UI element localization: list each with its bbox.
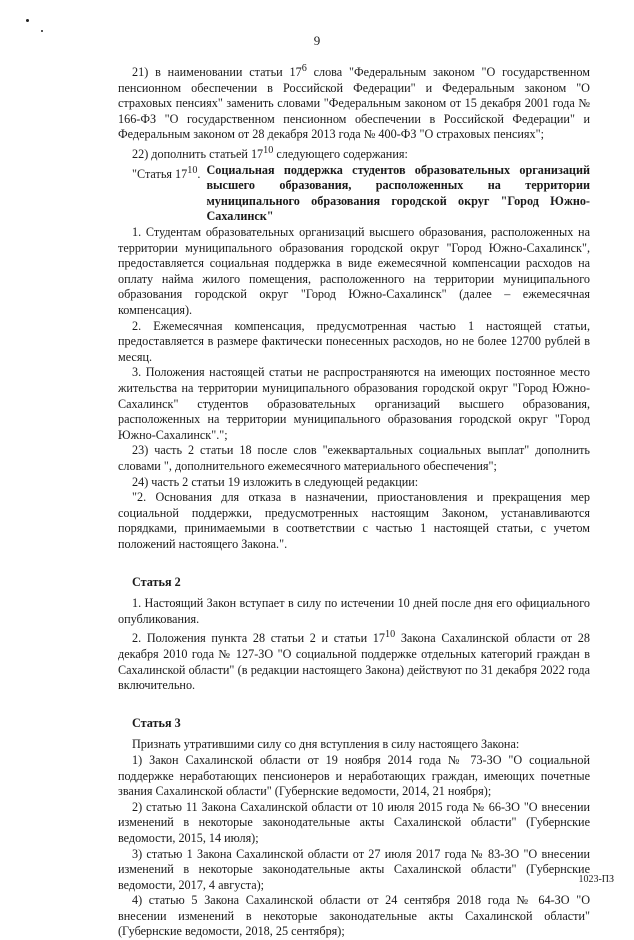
article-3-intro: Признать утратившими силу со дня вступления в силу настоящего Закона:	[132, 737, 520, 752]
article-2-part-2: 2. Положения пункта 28 статьи 2 и статьи $17^{10}$ Закона Сахалинской области от 28 декабря 2010 года № 127-ЗО "О социальной поддержке отдельных категорий граждан в Сахалинской области" (в редакции настоящего Закона) действуют по 31 декабря 2022 года включительно.	[118, 629, 590, 693]
article-3-item: 4) статью 5 Закона Сахалинской области от 24 сентября 2018 года № 64-ЗО "О внесении изменений в некоторые законодательные акты Сахалинской области" (Губернские ведомости, 2018, 25 сентября);	[118, 893, 590, 939]
new-article-heading	[118, 163, 590, 225]
article-2-heading: Статья 2	[132, 574, 181, 589]
amendment-item-21: 21) в наименовании статьи $17^6$ слова "Федеральным законом "О государственном пенсионном обеспечении в Российской Федерации" и Федеральным законом "О страховых пенсиях" заменить словами "Федеральным законом от 15 декабря 2001 года № 166-ФЗ "О государственном пенсионном обеспечении в Российской Федерации" и Федеральным законом от 28 декабря 2013 года № 400-ФЗ "О страховых пенсиях";	[118, 63, 590, 142]
new-article-title: Социальная поддержка студентов образовательных организаций высшего образования, расположенных на территории муниципального образования городской округ "Город Южно-Сахалинск"	[206, 162, 590, 224]
scan-speck	[41, 30, 43, 32]
article-3-item: 3) статью 1 Закона Сахалинской области от 27 июля 2017 года № 83-ЗО "О внесении изменений в некоторые законодательные акты Сахалинской области" (Губернские ведомости, 2017, 4 августа);	[118, 846, 590, 892]
document-code: 1023-ПЗ	[578, 874, 614, 885]
scan-speck	[26, 19, 29, 22]
new-article-part-1: 1. Студентам образовательных организаций высшего образования, расположенных на территории муниципального образования городской округ "Город Южно-Сахалинск", предоставляется социальная поддержка в виде ежемесячной компенсации расходов на оплату найма жилого помещения, расположенного на территории муниципального образования городской округ "Город Южно-Сахалинск" (далее – ежемесячная компенсация).	[118, 225, 590, 318]
article-3-item: 2) статью 11 Закона Сахалинской области от 10 июля 2015 года № 66-ЗО "О внесении изменений в некоторые законодательные акты Сахалинской области" (Губернские ведомости, 2015, 14 июля);	[118, 799, 590, 845]
document-body	[118, 61, 590, 940]
new-article-label: "Статья $17^{10}$.	[132, 164, 201, 181]
amendment-item-23: 23) часть 2 статьи 18 после слов "ежеквартальных социальных выплат" дополнить словами ", дополнительного ежемесячного материального обеспечения";	[118, 443, 590, 473]
amendment-item-24: 24) часть 2 статьи 19 изложить в следующей редакции:	[132, 474, 419, 489]
article-3-item: 1) Закон Сахалинской области от 19 ноября 2014 года № 73-ЗО "О социальной поддержке неработающих пенсионеров и неработающих граждан, имеющих почетные звания Сахалинской области" (Губернские ведомости, 2014, 21 ноября);	[118, 752, 590, 799]
article-3-heading: Статья 3	[132, 715, 181, 730]
new-article-part-2: 2. Ежемесячная компенсация, предусмотренная частью 1 настоящей статьи, предоставляется в размере фактически понесенных расходов, но не более 12700 рублей в месяц.	[118, 318, 590, 364]
new-article-part-3: 3. Положения настоящей статьи не распространяются на имеющих постоянное место жительства на территории муниципального образования городской округ "Город Южно-Сахалинск" студентов образовательных организаций высшего образования, расположенных на территории муниципального образования городской округ "Город Южно-Сахалинск".";	[118, 365, 590, 442]
article-2-part-1: 1. Настоящий Закон вступает в силу по истечении 10 дней после дня его официального опубликования.	[118, 596, 590, 626]
page-number: 9	[313, 33, 321, 48]
amendment-item-22: 22) дополнить статьей $17^{10}$ следующего содержания:	[132, 145, 408, 162]
amendment-item-24-text: "2. Основания для отказа в назначении, приостановления и прекращения мер социальной поддержки, предусмотренных настоящим Законом, устанавливаются порядками, принимаемыми в соответствии с частью 1 настоящей статьи, с учетом положений настоящего Закона.".	[118, 490, 590, 551]
